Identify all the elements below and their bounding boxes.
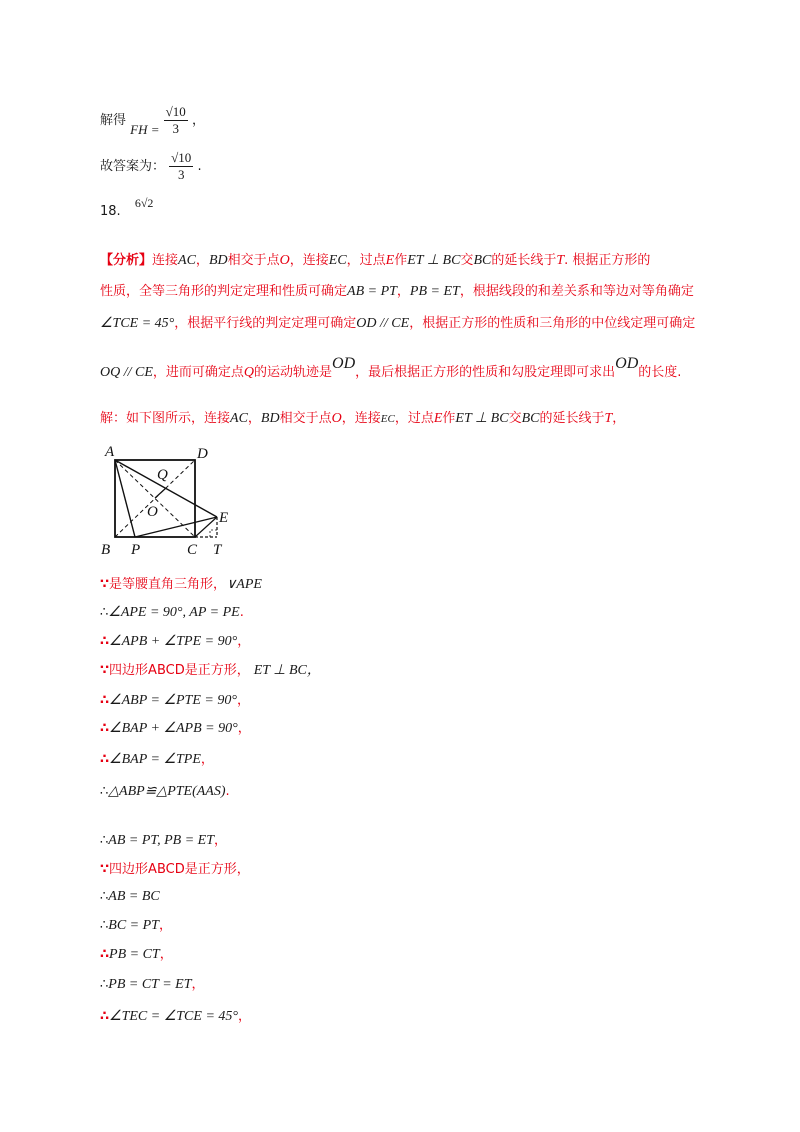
label-t: T: [213, 542, 222, 558]
math: ∠TCE = 45°: [100, 316, 175, 331]
label-d: D: [197, 446, 208, 462]
text: ，: [195, 253, 209, 268]
math: T: [556, 253, 565, 268]
text: ，连接: [341, 411, 381, 426]
proof-tail: ，: [159, 947, 173, 962]
proof-tail: ，: [214, 833, 228, 848]
analysis-tag: 【分析】: [100, 253, 153, 268]
math: ET ⊥ BC: [407, 253, 461, 268]
label-o: O: [147, 504, 158, 520]
proof-math: ∠TEC = ∠TCE = 45°: [109, 1009, 238, 1024]
fh-numerator: √10: [165, 104, 186, 119]
proof-step: [100, 576, 262, 594]
proof-step: [100, 692, 250, 710]
answer-denominator: 3: [177, 167, 185, 182]
solution-intro: [100, 410, 625, 428]
proof-math: AB = PT, PB = ET: [108, 833, 215, 848]
proof-symbol: ∵: [100, 663, 110, 678]
proof-step: [100, 720, 251, 738]
text: ，: [247, 411, 261, 426]
proof-symbol: ∴: [100, 752, 110, 767]
text: ，过点: [394, 411, 434, 426]
segment-oq: [155, 488, 166, 498]
math: AB = PT: [347, 284, 397, 299]
text: . 根据正方形的: [564, 253, 651, 268]
math: BC: [473, 253, 492, 268]
proof-symbol: ∴: [100, 693, 110, 708]
proof-step: [100, 832, 227, 850]
text: 作: [394, 253, 408, 268]
answer-numerator: √10: [171, 150, 192, 165]
proof-symbol: ∴: [100, 605, 109, 620]
label-p: P: [131, 542, 141, 558]
label-e: E: [219, 510, 229, 526]
label-a: A: [105, 444, 115, 460]
label-q: Q: [157, 467, 168, 483]
math: Q: [243, 365, 255, 380]
math: E: [433, 411, 443, 426]
proof-step: [100, 604, 244, 622]
proof-step: [100, 976, 205, 994]
text: 交: [508, 411, 522, 426]
text: 交: [460, 253, 474, 268]
proof-tail: ，: [200, 752, 214, 767]
analysis-line-2: [100, 283, 694, 301]
proof-math: △ABP≌△PTE(AAS): [108, 784, 226, 799]
proof-symbol: ∴: [100, 889, 109, 904]
proof-step: [100, 1008, 251, 1026]
text: ，进而可确定点: [152, 365, 244, 380]
math: OD // CE: [356, 316, 410, 331]
question-answer: 6√2: [134, 196, 154, 210]
analysis-line-1: [100, 252, 650, 270]
fh-denominator: 3: [172, 121, 179, 136]
fh-result-line: [100, 104, 205, 137]
text: 的延长线于: [539, 411, 605, 426]
math: OQ // CE: [100, 365, 153, 380]
proof-math: AB = BC: [108, 889, 160, 904]
text: ，根据平行线的判定定理可确定: [174, 316, 357, 331]
proof-tail: .: [239, 605, 244, 620]
text: 相交于点: [279, 411, 332, 426]
text: 性质，全等三角形的判定定理和性质可确定: [100, 284, 348, 299]
text: 解：如下图所示，连接: [100, 411, 231, 426]
proof-symbol: ∵: [100, 577, 110, 592]
answer-prefix: 故答案为：: [100, 159, 166, 174]
proof-tail: .: [225, 784, 230, 799]
segment-pe: [135, 517, 217, 537]
proof-math: ∨APE: [226, 577, 262, 592]
proof-text: 是等腰直角三角形，: [109, 577, 227, 592]
math: OD: [332, 355, 356, 372]
proof-step: [100, 662, 321, 680]
answer-line: [100, 150, 202, 183]
text: 的运动轨迹是: [254, 365, 333, 380]
proof-tail: ET ⊥ BC，: [253, 663, 321, 678]
math: BD: [208, 253, 228, 268]
proof-math: BC = PT: [108, 918, 159, 933]
geometry-figure: [95, 440, 245, 560]
math: O: [331, 411, 342, 426]
text: ，: [612, 411, 626, 426]
answer-fraction: [169, 150, 193, 183]
text: ，最后根据正方形的性质和勾股定理即可求出: [355, 365, 616, 380]
math: EC: [380, 413, 395, 425]
proof-symbol: ∴: [100, 784, 109, 799]
proof-math: ∠ABP = ∠PTE = 90°: [109, 693, 237, 708]
proof-math: PB = CT: [109, 947, 160, 962]
proof-math: PB = CT = ET: [108, 977, 192, 992]
text: ，根据线段的和差关系和等边对等角确定: [459, 284, 694, 299]
proof-math: ∠APE = 90°, AP = PE: [108, 605, 240, 620]
question-number: 18.: [100, 204, 121, 219]
fh-fraction: [164, 104, 188, 137]
math: PB = ET: [409, 284, 460, 299]
proof-step: [100, 861, 250, 879]
fh-prefix: 解得: [100, 113, 127, 128]
math: T: [604, 411, 613, 426]
proof-step: [100, 917, 172, 935]
proof-math: ∠APB + ∠TPE = 90°: [109, 634, 238, 649]
text: ，根据正方形的性质和三角形的中位线定理可确定: [409, 316, 696, 331]
math: O: [279, 253, 290, 268]
proof-symbol: ∴: [100, 721, 110, 736]
right-angle-mark: [210, 530, 217, 537]
proof-symbol: ∴: [100, 918, 109, 933]
fh-suffix: ，: [191, 113, 205, 128]
text: 的长度.: [638, 365, 682, 380]
proof-tail: ，: [191, 977, 205, 992]
proof-symbol: ∴: [100, 977, 109, 992]
proof-tail: ，: [158, 918, 172, 933]
text: 连接: [152, 253, 179, 268]
text: ，过点: [346, 253, 386, 268]
proof-math: ∠BAP = ∠TPE: [109, 752, 201, 767]
proof-symbol: ∵: [100, 862, 110, 877]
text: 相交于点: [227, 253, 280, 268]
question-18: [100, 196, 154, 221]
proof-tail: ，: [237, 634, 251, 649]
math: OD: [615, 355, 639, 372]
proof-symbol: ∴: [100, 634, 110, 649]
proof-step: [100, 946, 173, 964]
proof-step: [100, 783, 230, 801]
proof-symbol: ∴: [100, 833, 109, 848]
proof-tail: ，: [236, 693, 250, 708]
math: E: [385, 253, 395, 268]
proof-step: [100, 888, 160, 906]
math: BC: [521, 411, 540, 426]
proof-step: [100, 751, 214, 769]
label-b: B: [101, 542, 111, 558]
text: ，连接: [289, 253, 329, 268]
math: BD: [260, 411, 280, 426]
proof-tail: ，: [237, 721, 251, 736]
math: AC: [230, 411, 248, 426]
segment-ap: [115, 460, 135, 537]
proof-symbol: ∴: [100, 947, 110, 962]
text: 作: [442, 411, 456, 426]
proof-step: [100, 633, 250, 651]
proof-symbol: ∴: [100, 1009, 110, 1024]
analysis-line-3: [100, 315, 695, 333]
text: ，: [396, 284, 410, 299]
answer-suffix: .: [197, 159, 202, 174]
proof-text: 四边形ABCD是正方形，: [109, 862, 250, 877]
proof-math: ∠BAP + ∠APB = 90°: [109, 721, 238, 736]
proof-tail: ，: [238, 1009, 252, 1024]
math: AC: [178, 253, 196, 268]
fh-lhs: FH =: [130, 122, 160, 137]
math: ET ⊥ BC: [455, 411, 509, 426]
proof-text: 四边形ABCD是正方形，: [109, 663, 250, 678]
math: EC: [328, 253, 347, 268]
analysis-line-4: [100, 355, 682, 382]
text: 的延长线于: [491, 253, 557, 268]
label-c: C: [187, 542, 198, 558]
